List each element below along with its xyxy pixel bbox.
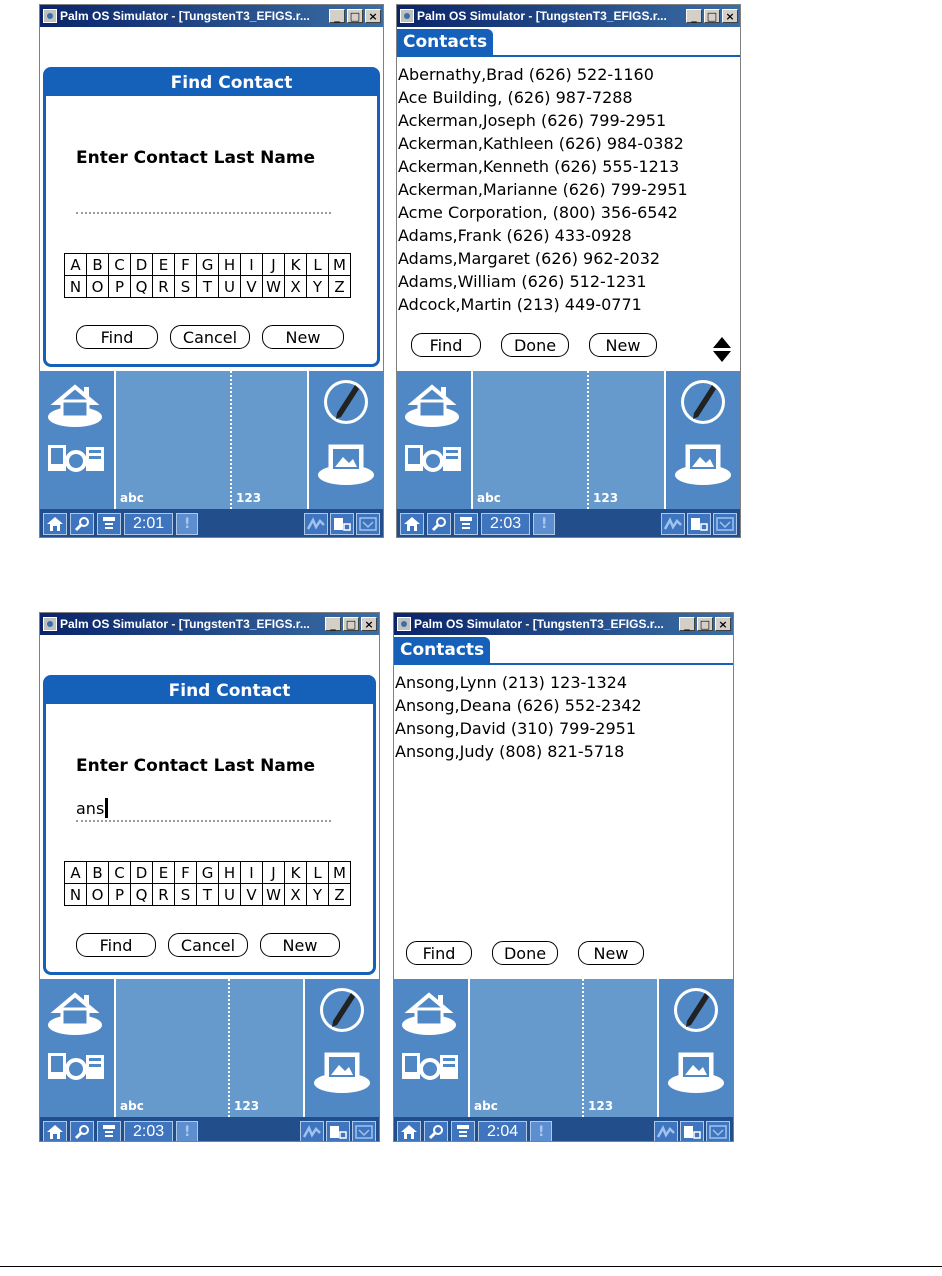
graffiti-writing-area[interactable] (114, 979, 305, 1117)
contact-row[interactable]: Adams,Margaret (626) 962-2032 (398, 249, 661, 268)
scroll-arrows (713, 337, 729, 365)
close-button[interactable]: × (361, 617, 377, 631)
key[interactable]: H (219, 862, 241, 884)
menu-button[interactable] (97, 513, 121, 535)
attention-icon[interactable]: ! (176, 1121, 198, 1142)
key[interactable]: E (153, 862, 175, 884)
title-underline (394, 663, 733, 665)
window-titlebar[interactable] (40, 613, 379, 635)
slider-down-icon (709, 1125, 727, 1139)
window-titlebar[interactable] (394, 613, 733, 635)
graffiti-stroke-icon (306, 517, 326, 531)
pen-icon[interactable] (317, 985, 367, 1035)
key[interactable]: X (285, 884, 307, 906)
abc-label: abc (477, 491, 501, 505)
new-button[interactable]: New (578, 941, 644, 965)
palm-screen (40, 635, 379, 979)
graffiti-area[interactable] (397, 371, 740, 509)
contacts-button-row (394, 941, 733, 965)
key[interactable]: A (65, 254, 87, 276)
graffiti-stroke-icon (302, 1125, 322, 1139)
key[interactable]: Q (131, 884, 153, 906)
key[interactable]: S (175, 884, 197, 906)
new-button[interactable]: New (260, 933, 340, 957)
key[interactable]: E (153, 254, 175, 276)
status-right-group (661, 513, 737, 535)
graffiti-left-panel (394, 979, 468, 1117)
graffiti-left-panel (40, 979, 114, 1117)
window-title: Palm OS Simulator - [TungstenT3_EFIGS.r... (60, 9, 310, 23)
rotate-screen-icon (333, 517, 351, 531)
find-button[interactable]: Find (76, 325, 158, 349)
home-small-icon (46, 516, 64, 532)
key[interactable]: G (197, 862, 219, 884)
pen-icon[interactable] (671, 985, 721, 1035)
new-button[interactable]: New (589, 333, 657, 357)
contact-row[interactable]: Ansong,Deana (626) 552-2342 (395, 696, 642, 715)
menu-icon (102, 516, 116, 532)
home-button[interactable] (43, 513, 67, 535)
contact-row[interactable]: Ackerman,Joseph (626) 799-2951 (398, 111, 667, 130)
text-cursor (105, 798, 108, 818)
graffiti-divider (228, 979, 230, 1117)
slider-down-icon (716, 517, 734, 531)
new-button[interactable]: New (262, 325, 344, 349)
graffiti-divider (582, 979, 584, 1117)
key[interactable]: M (329, 254, 351, 276)
rotate-button[interactable] (330, 513, 354, 535)
rotate-button[interactable] (326, 1121, 350, 1142)
magnifier-icon (74, 1124, 90, 1140)
dialog-title: Find Contact (46, 678, 373, 704)
maximize-button[interactable]: □ (704, 9, 720, 23)
graffiti-area[interactable] (394, 979, 733, 1117)
palm-screen (394, 635, 733, 979)
contact-row[interactable]: Adams,Frank (626) 433-0928 (398, 226, 632, 245)
key[interactable]: Y (307, 276, 329, 298)
key[interactable]: R (153, 276, 175, 298)
key[interactable]: P (109, 276, 131, 298)
keyboard-row (65, 884, 351, 906)
scroll-down-icon[interactable] (713, 351, 731, 362)
cancel-button[interactable]: Cancel (170, 325, 250, 349)
slide-button[interactable] (356, 513, 380, 535)
maximize-button[interactable]: □ (343, 617, 359, 631)
key[interactable]: G (197, 254, 219, 276)
window-titlebar[interactable] (40, 5, 383, 27)
key[interactable]: O (87, 884, 109, 906)
graffiti-toggle-button[interactable] (661, 513, 685, 535)
key[interactable]: C (109, 254, 131, 276)
close-button[interactable]: × (715, 617, 731, 631)
contact-row[interactable]: Ackerman,Marianne (626) 799-2951 (398, 180, 688, 199)
key[interactable]: L (307, 862, 329, 884)
minimize-button[interactable]: _ (679, 617, 695, 631)
home-button[interactable] (43, 1121, 67, 1142)
minimize-button[interactable]: _ (325, 617, 341, 631)
num-label: 123 (593, 491, 619, 505)
key[interactable]: Q (131, 276, 153, 298)
contact-row[interactable]: Ansong,Judy (808) 821-5718 (395, 742, 625, 761)
dialog-button-row (46, 325, 377, 349)
key[interactable]: O (87, 276, 109, 298)
cancel-button[interactable]: Cancel (168, 933, 248, 957)
palm-app-icon (397, 617, 411, 631)
key[interactable]: N (65, 884, 87, 906)
media-icon[interactable] (665, 1045, 727, 1095)
menu-icon (456, 1124, 470, 1140)
key[interactable]: J (263, 862, 285, 884)
entry-text: ans (76, 799, 105, 818)
find-contact-dialog (43, 67, 380, 367)
palm-app-icon (400, 9, 414, 23)
contact-row[interactable]: Adams,William (626) 512-1231 (398, 272, 647, 291)
home-small-icon (403, 516, 421, 532)
graffiti-toggle-button[interactable] (304, 513, 328, 535)
apps-sync-icon[interactable] (400, 1047, 460, 1091)
scroll-up-icon[interactable] (713, 337, 731, 348)
contact-row[interactable]: Ansong,Lynn (213) 123-1324 (395, 673, 628, 692)
key[interactable]: J (263, 254, 285, 276)
clock[interactable]: 2:01 (124, 513, 173, 535)
find-button-statusbar[interactable] (424, 1121, 448, 1142)
graffiti-right-panel (659, 979, 733, 1117)
contact-row[interactable]: Ansong,David (310) 799-2951 (395, 719, 637, 738)
keyboard-row (65, 862, 351, 884)
status-right-group (304, 513, 380, 535)
palm-app-icon (43, 617, 57, 631)
graffiti-area[interactable] (40, 979, 379, 1117)
rotate-screen-icon (683, 1125, 701, 1139)
key[interactable]: I (241, 254, 263, 276)
clock[interactable]: 2:04 (478, 1121, 527, 1142)
rotate-screen-icon (329, 1125, 347, 1139)
key[interactable]: I (241, 862, 263, 884)
slide-button[interactable] (706, 1121, 730, 1142)
num-label: 123 (234, 1099, 260, 1113)
key[interactable]: S (175, 276, 197, 298)
key[interactable]: M (329, 862, 351, 884)
media-icon[interactable] (315, 437, 377, 487)
contacts-title-tab[interactable]: Contacts (397, 29, 493, 55)
window-titlebar[interactable] (397, 5, 740, 27)
keyboard-row (65, 254, 351, 276)
graffiti-left-panel (397, 371, 471, 509)
key[interactable]: Y (307, 884, 329, 906)
menu-button[interactable] (454, 513, 478, 535)
graffiti-left-panel (40, 371, 114, 509)
contact-list (398, 63, 738, 316)
maximize-button[interactable]: □ (347, 9, 363, 23)
menu-button[interactable] (97, 1121, 121, 1142)
title-underline (397, 55, 740, 57)
graffiti-area[interactable] (40, 371, 383, 509)
contacts-title-tab[interactable]: Contacts (394, 637, 490, 663)
magnifier-icon (431, 516, 447, 532)
find-button[interactable]: Find (406, 941, 472, 965)
rotate-button[interactable] (680, 1121, 704, 1142)
key[interactable]: F (175, 254, 197, 276)
graffiti-writing-area[interactable] (114, 371, 309, 509)
rotate-screen-icon (690, 517, 708, 531)
abc-label: abc (474, 1099, 498, 1113)
slider-down-icon (359, 517, 377, 531)
letter-keyboard (64, 861, 351, 906)
minimize-button[interactable]: _ (686, 9, 702, 23)
num-label: 123 (236, 491, 262, 505)
contact-row[interactable]: Ace Building, (626) 987-7288 (398, 88, 633, 107)
done-button[interactable]: Done (501, 333, 569, 357)
graffiti-writing-area[interactable] (471, 371, 666, 509)
num-label: 123 (588, 1099, 614, 1113)
key[interactable]: Z (329, 884, 351, 906)
find-button-statusbar[interactable] (427, 513, 451, 535)
home-small-icon (46, 1124, 64, 1140)
key[interactable]: W (263, 884, 285, 906)
window-title: Palm OS Simulator - [TungstenT3_EFIGS.r... (417, 9, 667, 23)
key[interactable]: C (109, 862, 131, 884)
key[interactable]: D (131, 862, 153, 884)
clock[interactable]: 2:03 (124, 1121, 173, 1142)
magnifier-icon (428, 1124, 444, 1140)
dialog-prompt: Enter Contact Last Name (76, 148, 316, 168)
window-title: Palm OS Simulator - [TungstenT3_EFIGS.r... (60, 617, 310, 631)
graffiti-right-panel (666, 371, 740, 509)
close-button[interactable]: × (722, 9, 738, 23)
graffiti-toggle-button[interactable] (654, 1121, 678, 1142)
menu-button[interactable] (451, 1121, 475, 1142)
slider-down-icon (355, 1125, 373, 1139)
last-name-input[interactable] (76, 798, 331, 822)
key[interactable]: K (285, 862, 307, 884)
attention-icon[interactable]: ! (176, 513, 198, 535)
find-button[interactable]: Find (76, 933, 156, 957)
key[interactable]: T (197, 884, 219, 906)
window-title: Palm OS Simulator - [TungstenT3_EFIGS.r... (414, 617, 664, 631)
letter-keyboard (64, 253, 351, 298)
key[interactable]: V (241, 276, 263, 298)
key[interactable]: B (87, 254, 109, 276)
home-icon[interactable] (46, 987, 104, 1037)
home-icon[interactable] (400, 987, 458, 1037)
key[interactable]: L (307, 254, 329, 276)
palm-screen (40, 27, 383, 371)
graffiti-divider (587, 371, 589, 509)
key[interactable]: B (87, 862, 109, 884)
dialog-button-row (46, 933, 373, 957)
attention-icon[interactable]: ! (530, 1121, 552, 1142)
status-right-group (300, 1121, 376, 1142)
contact-row[interactable]: Ackerman,Kathleen (626) 984-0382 (398, 134, 684, 153)
menu-icon (102, 1124, 116, 1140)
palm-app-icon (43, 9, 57, 23)
keyboard-row (65, 276, 351, 298)
simulator-window-3 (39, 612, 380, 1142)
graffiti-divider (230, 371, 232, 509)
key[interactable]: Z (329, 276, 351, 298)
key[interactable]: H (219, 254, 241, 276)
abc-label: abc (120, 1099, 144, 1113)
done-button[interactable]: Done (492, 941, 558, 965)
clock[interactable]: 2:03 (481, 513, 530, 535)
find-button[interactable]: Find (411, 333, 481, 357)
key[interactable]: A (65, 862, 87, 884)
key[interactable]: X (285, 276, 307, 298)
media-icon[interactable] (672, 437, 734, 487)
apps-sync-icon[interactable] (403, 439, 463, 483)
graffiti-right-panel (309, 371, 383, 509)
attention-icon[interactable]: ! (533, 513, 555, 535)
minimize-button[interactable]: _ (329, 9, 345, 23)
simulator-window-4 (393, 612, 734, 1142)
find-button-statusbar[interactable] (70, 1121, 94, 1142)
key[interactable]: F (175, 862, 197, 884)
key[interactable]: U (219, 276, 241, 298)
rotate-button[interactable] (687, 513, 711, 535)
media-icon[interactable] (311, 1045, 373, 1095)
slide-button[interactable] (713, 513, 737, 535)
status-bar (397, 509, 740, 538)
contacts-button-row (397, 333, 740, 357)
key[interactable]: D (131, 254, 153, 276)
find-button-statusbar[interactable] (70, 513, 94, 535)
dialog-title: Find Contact (46, 70, 377, 96)
graffiti-stroke-icon (663, 517, 683, 531)
pen-icon[interactable] (678, 377, 728, 427)
key[interactable]: R (153, 884, 175, 906)
contact-row[interactable]: Ackerman,Kenneth (626) 555-1213 (398, 157, 680, 176)
contact-row[interactable]: Adcock,Martin (213) 449-0771 (398, 295, 642, 314)
contact-row[interactable]: Abernathy,Brad (626) 522-1160 (398, 65, 654, 84)
key[interactable]: P (109, 884, 131, 906)
graffiti-right-panel (305, 979, 379, 1117)
contact-row[interactable]: Acme Corporation, (800) 356-6542 (398, 203, 678, 222)
apps-sync-icon[interactable] (46, 1047, 106, 1091)
home-icon[interactable] (403, 379, 461, 429)
maximize-button[interactable]: □ (697, 617, 713, 631)
key[interactable]: W (263, 276, 285, 298)
last-name-input[interactable] (76, 190, 331, 214)
page-footer-rule (0, 1266, 942, 1267)
home-button[interactable] (400, 513, 424, 535)
simulator-window-2 (396, 4, 741, 538)
abc-label: abc (120, 491, 144, 505)
home-small-icon (400, 1124, 418, 1140)
key[interactable]: N (65, 276, 87, 298)
home-icon[interactable] (46, 379, 104, 429)
key[interactable]: T (197, 276, 219, 298)
menu-icon (459, 516, 473, 532)
palm-screen (397, 27, 740, 371)
status-right-group (654, 1121, 730, 1142)
key[interactable]: U (219, 884, 241, 906)
pen-icon[interactable] (321, 377, 371, 427)
find-contact-dialog (43, 675, 376, 975)
key[interactable]: V (241, 884, 263, 906)
status-bar (40, 509, 383, 538)
graffiti-writing-area[interactable] (468, 979, 659, 1117)
contact-list (395, 671, 731, 763)
graffiti-stroke-icon (656, 1125, 676, 1139)
status-bar (40, 1117, 379, 1142)
dialog-prompt: Enter Contact Last Name (76, 756, 316, 776)
apps-sync-icon[interactable] (46, 439, 106, 483)
graffiti-toggle-button[interactable] (300, 1121, 324, 1142)
key[interactable]: K (285, 254, 307, 276)
home-button[interactable] (397, 1121, 421, 1142)
magnifier-icon (74, 516, 90, 532)
close-button[interactable]: × (365, 9, 381, 23)
status-bar (394, 1117, 733, 1142)
slide-button[interactable] (352, 1121, 376, 1142)
simulator-window-1 (39, 4, 384, 538)
